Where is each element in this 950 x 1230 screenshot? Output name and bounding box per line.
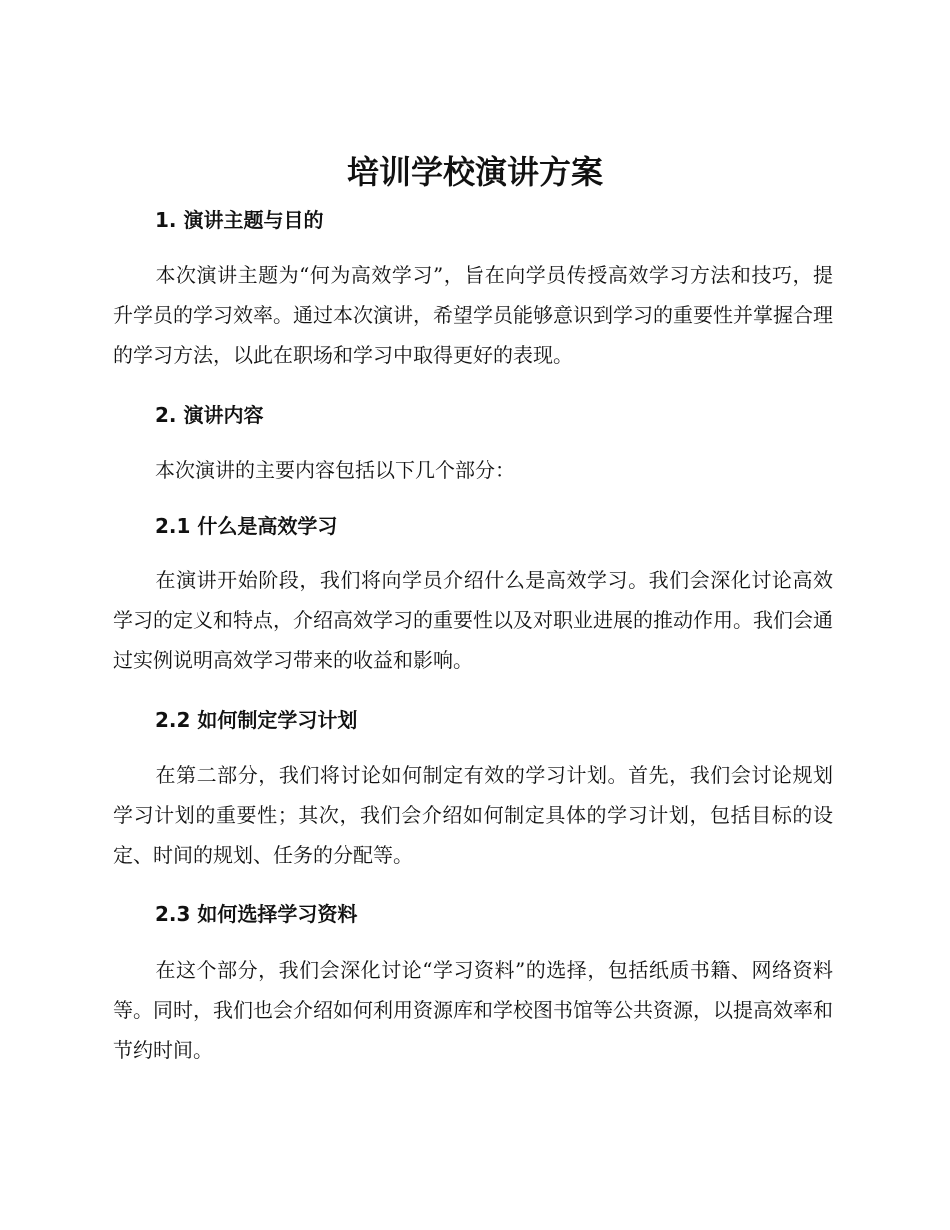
section-paragraph-2-3: 在这个部分，我们会深化讨论“学习资料”的选择，包括纸质书籍、网络资料等。同时，我们也会介绍如何利用资源库和学校图书馆等公共资源，以提高效率和节约时间。 [113,958,833,1062]
document-title: 培训学校演讲方案 [346,153,603,191]
section-heading-2-3: 2.3 如何选择学习资料 [155,902,358,926]
section-paragraph-2-1: 在演讲开始阶段，我们将向学员介绍什么是高效学习。我们会深化讨论高效学习的定义和特点，介绍高效学习的重要性以及对职业进展的推动作用。我们会通过实例说明高效学习带来的收益和影响。 [113,568,833,672]
section-heading-2-2: 2.2 如何制定学习计划 [155,708,358,732]
section-paragraph-2: 本次演讲的主要内容包括以下几个部分： [155,458,515,482]
section-heading-1: 1. 演讲主题与目的 [155,208,324,232]
section-heading-2-1: 2.1 什么是高效学习 [155,514,338,538]
section-heading-2: 2. 演讲内容 [155,403,264,427]
section-paragraph-1: 本次演讲主题为“何为高效学习”，旨在向学员传授高效学习方法和技巧，提升学员的学习效率。通过本次演讲，希望学员能够意识到学习的重要性并掌握合理的学习方法，以此在职场和学习中取得更好的表现。 [113,263,833,367]
section-paragraph-2-2: 在第二部分，我们将讨论如何制定有效的学习计划。首先，我们会讨论规划学习计划的重要性；其次，我们会介绍如何制定具体的学习计划，包括目标的设定、时间的规划、任务的分配等。 [113,763,833,867]
